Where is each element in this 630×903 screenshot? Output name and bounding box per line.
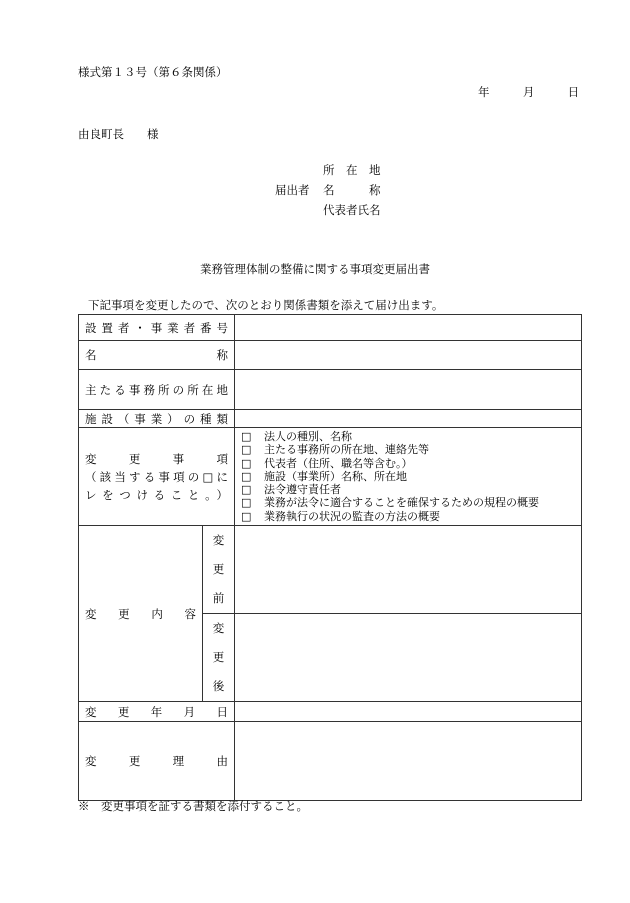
- checklist-item-label: 法令遵守責任者: [264, 483, 341, 497]
- notifier-rep-label: 代表者氏名: [323, 203, 381, 217]
- change-reason-label: 変更理由: [79, 722, 235, 801]
- before-label: [203, 526, 235, 614]
- after-char-2: 更: [212, 650, 225, 665]
- change-reason-field[interactable]: [235, 722, 582, 801]
- before-char-2: 更: [212, 562, 225, 577]
- checklist-item-label: 法人の種別、名称: [264, 430, 352, 443]
- checklist-item[interactable]: [241, 496, 575, 509]
- notification-form-table: [78, 314, 582, 801]
- after-label: [203, 614, 235, 702]
- change-before-field[interactable]: [235, 526, 582, 614]
- checkbox-icon[interactable]: □: [241, 483, 252, 497]
- change-after-field[interactable]: [235, 614, 582, 702]
- after-char-3: 後: [212, 679, 225, 694]
- change-items-label-line1: 変更事項: [85, 451, 228, 466]
- checklist-item[interactable]: [241, 457, 575, 470]
- after-char-1: 変: [212, 621, 225, 636]
- checkbox-icon[interactable]: □: [241, 469, 252, 483]
- notifier-name-label: 名 称: [323, 183, 381, 197]
- change-content-label: 変更内容: [79, 526, 203, 702]
- checklist-item-label: 業務が法令に適合することを確保するための規程の概要: [264, 496, 539, 510]
- row-operator-number: [79, 315, 582, 341]
- checkbox-icon[interactable]: □: [241, 430, 252, 443]
- date-day-label: 日: [567, 85, 580, 99]
- intro-text: 下記事項を変更したので、次のとおり関係書類を添えて届け出ます。: [88, 298, 444, 312]
- checklist-item[interactable]: [241, 483, 575, 496]
- change-items-checklist: [235, 428, 582, 526]
- main-office-field[interactable]: [235, 370, 582, 410]
- row-main-office: [79, 370, 582, 410]
- checklist-item-label: 施設（事業所）名称、所在地: [264, 469, 407, 483]
- notifier-address-row: [275, 162, 381, 178]
- checkbox-icon[interactable]: □: [241, 443, 252, 457]
- checkbox-icon[interactable]: □: [241, 509, 252, 523]
- checkbox-icon[interactable]: □: [241, 496, 252, 510]
- facility-type-label: 施設（事業）の種類: [79, 410, 235, 428]
- document-title: 業務管理体制の整備に関する事項変更届出書: [200, 262, 430, 276]
- checkbox-icon[interactable]: □: [241, 456, 252, 470]
- row-change-date: [79, 702, 582, 722]
- main-office-label: 主たる事務所の所在地: [79, 370, 235, 410]
- date-year-label: 年: [478, 85, 490, 99]
- addressee: 由良町長 様: [78, 127, 159, 141]
- notifier-name-row: [275, 182, 381, 198]
- operator-number-field[interactable]: [235, 315, 582, 341]
- change-items-label: [79, 428, 235, 526]
- row-change-before: [79, 526, 582, 614]
- checklist-item[interactable]: [241, 443, 575, 456]
- facility-type-field[interactable]: [235, 410, 582, 428]
- checklist-item-label: 代表者（住所、職名等含む。）: [264, 456, 413, 470]
- before-char-1: 変: [212, 533, 225, 548]
- checklist-item[interactable]: [241, 430, 575, 443]
- row-facility-type: [79, 410, 582, 428]
- row-change-items: [79, 428, 582, 526]
- change-date-label: 変更年月日: [79, 702, 235, 722]
- change-date-field[interactable]: [235, 702, 582, 722]
- before-char-3: 前: [212, 591, 225, 606]
- checklist-item[interactable]: [241, 470, 575, 483]
- notifier-role-label: 届出者: [275, 183, 310, 197]
- date-line: [478, 84, 579, 100]
- checklist-item[interactable]: [241, 510, 575, 523]
- form-number: 様式第１３号（第６条関係）: [78, 65, 228, 79]
- name-field[interactable]: [235, 341, 582, 370]
- name-label: 名称: [79, 341, 235, 370]
- row-name: [79, 341, 582, 370]
- operator-number-label: 設置者・事業者番号: [79, 315, 235, 341]
- checklist-item-label: 業務執行の状況の監査の方法の概要: [264, 509, 440, 523]
- row-change-reason: [79, 722, 582, 801]
- date-month-label: 月: [522, 85, 535, 99]
- checklist-item-label: 主たる事務所の所在地、連絡先等: [264, 443, 429, 457]
- change-items-label-line3: レをつけること。）: [85, 487, 228, 502]
- change-items-label-line2: （該当する事項の□に: [85, 469, 228, 484]
- notifier-rep-row: [275, 202, 381, 218]
- notifier-address-label: 所 在 地: [323, 163, 381, 177]
- attachment-note: ※ 変更事項を証する書類を添付すること。: [78, 799, 308, 813]
